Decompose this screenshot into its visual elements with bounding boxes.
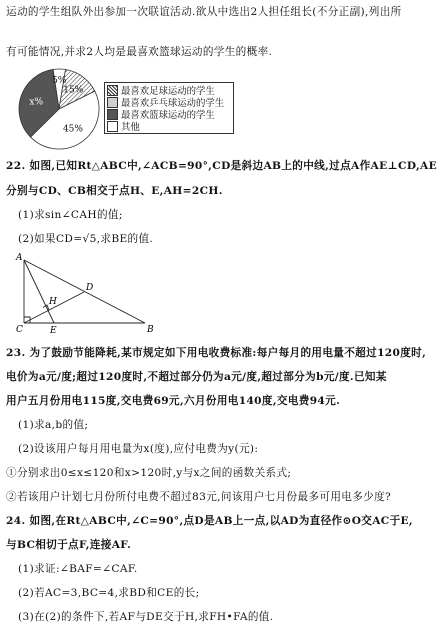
- legend-swatch-other: [107, 121, 118, 132]
- label-D: D: [86, 283, 94, 293]
- q23-part-3: ①分别求出0≤x≤120和x>120时,y与x之间的函数关系式;: [6, 467, 292, 479]
- q24-part-2: (2)若AC=3,BC=4,求BD和CE的长;: [18, 587, 200, 599]
- q24-line-1: 24. 如图,在Rt△ABC中,∠C=90°,点D是AB上一点,以AD为直径作⊙O交AC于E,: [6, 515, 413, 527]
- legend-label-other: 其他: [121, 122, 140, 133]
- q22-line-1: 22. 如图,已知Rt△ABC中,∠ACB=90°,CD是斜边AB上的中线,过点A作AE⊥CD,AE: [6, 160, 438, 172]
- pie-label-football: 15%: [63, 85, 84, 96]
- legend-item-other: [107, 120, 231, 132]
- q22-part-1: (1)求sin∠CAH的值;: [18, 209, 123, 221]
- q23-part-2: (2)设该用户每月用电量为x(度),应付电费为y(元):: [18, 443, 259, 455]
- q24-line-2: 与BC相切于点F,连接AF.: [6, 539, 132, 551]
- pie-label-basketball: x%: [29, 97, 44, 108]
- q23-line-1: 23. 为了鼓励节能降耗,某市规定如下用电收费标准:每户每月的用电量不超过120度时,: [6, 347, 427, 359]
- label-C: C: [16, 325, 23, 334]
- legend-label-football: 最喜欢足球运动的学生: [121, 86, 215, 97]
- legend-swatch-basketball: [107, 109, 118, 120]
- intro-line-1: 运动的学生组队外出参加一次联谊活动.欲从中选出2人担任组长(不分正副),列出所: [6, 6, 402, 18]
- q23-part-1: (1)求a,b的值;: [18, 419, 89, 431]
- legend-label-pingpong: 最喜欢乒乓球运动的学生: [121, 98, 225, 109]
- label-E: E: [50, 326, 57, 334]
- q23-part-4: ②若该用户计划七月份所付电费不超过83元,问该用户七月份最多可用电多少度?: [6, 491, 392, 503]
- q22-line-2: 分别与CD、CB相交于点H、E,AH=2CH.: [6, 185, 223, 197]
- legend-label-basketball: 最喜欢篮球运动的学生: [121, 110, 215, 121]
- label-B: B: [147, 325, 154, 334]
- legend-swatch-football: [107, 85, 118, 96]
- pie-chart: [16, 66, 102, 152]
- q22-part-2: (2)如果CD=√5,求BE的值.: [18, 233, 154, 245]
- label-H: H: [49, 297, 57, 307]
- q23-line-3: 用户五月份用电115度,交电费69元,六月份用电140度,交电费94元.: [6, 395, 341, 407]
- q22-triangle-figure: [14, 252, 164, 334]
- q23-line-2: 电价为a元/度;超过120度时,不超过部分仍为a元/度,超过部分为b元/度.已知某: [6, 371, 387, 383]
- q24-part-1: (1)求证:∠BAF=∠CAF.: [18, 563, 138, 575]
- label-A: A: [16, 253, 23, 263]
- legend-swatch-pingpong: [107, 97, 118, 108]
- intro-line-2: 有可能情况,并求2人均是最喜欢篮球运动的学生的概率.: [6, 46, 273, 58]
- pie-label-pingpong: 45%: [62, 124, 83, 135]
- chart-legend: [104, 82, 234, 134]
- pie-label-other: 5%: [52, 76, 67, 87]
- q24-part-3: (3)在(2)的条件下,若AF与DE交于H,求FH•FA的值.: [18, 611, 274, 623]
